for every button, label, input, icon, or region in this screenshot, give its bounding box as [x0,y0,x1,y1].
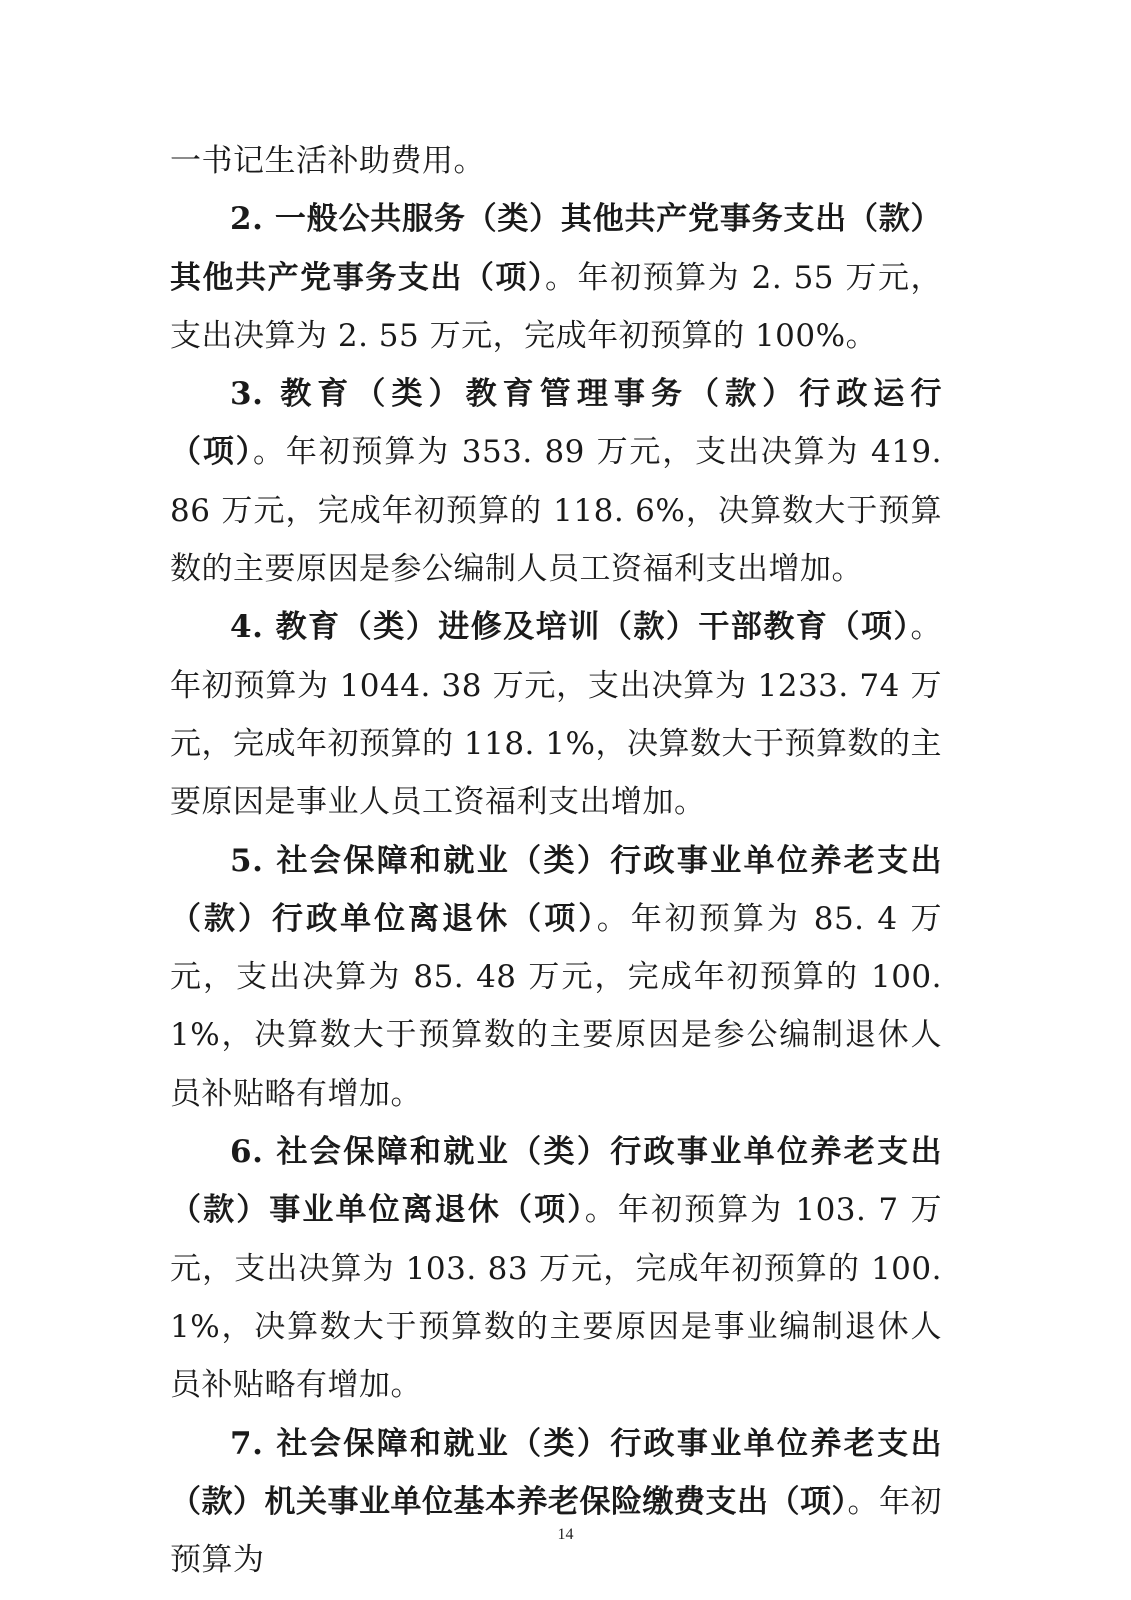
paragraph-3 [170,365,942,598]
paragraph-2 [170,190,942,365]
paragraph-text: 。年初预算为 2. 55 万元，支出决算为 2. 55 万元，完成年初预算的 100%。 [170,259,943,354]
paragraph-heading: 4. 教育（类）进修及培训（款）干部教育（项） [230,609,911,646]
paragraph-heading: 6. 社会保障和就业（类）行政事业单位养老支出（款）事业单位离退休（项） [170,1134,942,1229]
paragraph-text: 。年初预算为 103. 7 万元，支出决算为 103. 83 万元，完成年初预算的 100. 1%，决算数大于预算数的主要原因是事业编制退休人员补贴略有增加。 [170,1192,942,1404]
paragraph-text: 。年初预算为 1044. 38 万元，支出决算为 1233. 74 万元，完成年初预算的 118. 1%，决算数大于预算数的主要原因是事业人员工资福利支出增加。 [170,609,942,821]
paragraph-heading: 2. 一般公共服务（类）其他共产党事务支出（款）其他共产党事务支出（项） [170,201,942,296]
paragraph-text: 一书记生活补助费用。 [170,143,485,179]
paragraph-text: 。年初预算为 85. 4 万元，支出决算为 85. 48 万元，完成年初预算的 100. 1%，决算数大于预算数的主要原因是参公编制退休人员补贴略有增加。 [170,900,943,1112]
paragraph-text: 。年初预算为 353. 89 万元，支出决算为 419. 86 万元，完成年初预算的 118. 6%，决算数大于预算数的主要原因是参公编制人员工资福利支出增加。 [170,434,942,588]
paragraph-heading: 3. 教育（类）教育管理事务（款）行政运行（项） [170,376,942,471]
paragraph-7 [170,1415,942,1590]
paragraph-text: 。年初预算为 [170,1483,942,1579]
document-body [170,132,942,1589]
paragraph-6 [170,1123,942,1414]
paragraph-heading: 5. 社会保障和就业（类）行政事业单位养老支出（款）行政单位离退休（项） [170,842,942,937]
page-number: 14 [557,1526,574,1543]
paragraph-4 [170,598,942,831]
paragraph-1 [170,132,942,190]
paragraph-5 [170,832,942,1123]
paragraph-heading: 7. 社会保障和就业（类）行政事业单位养老支出（款）机关事业单位基本养老保险缴费支出（项） [170,1425,942,1520]
